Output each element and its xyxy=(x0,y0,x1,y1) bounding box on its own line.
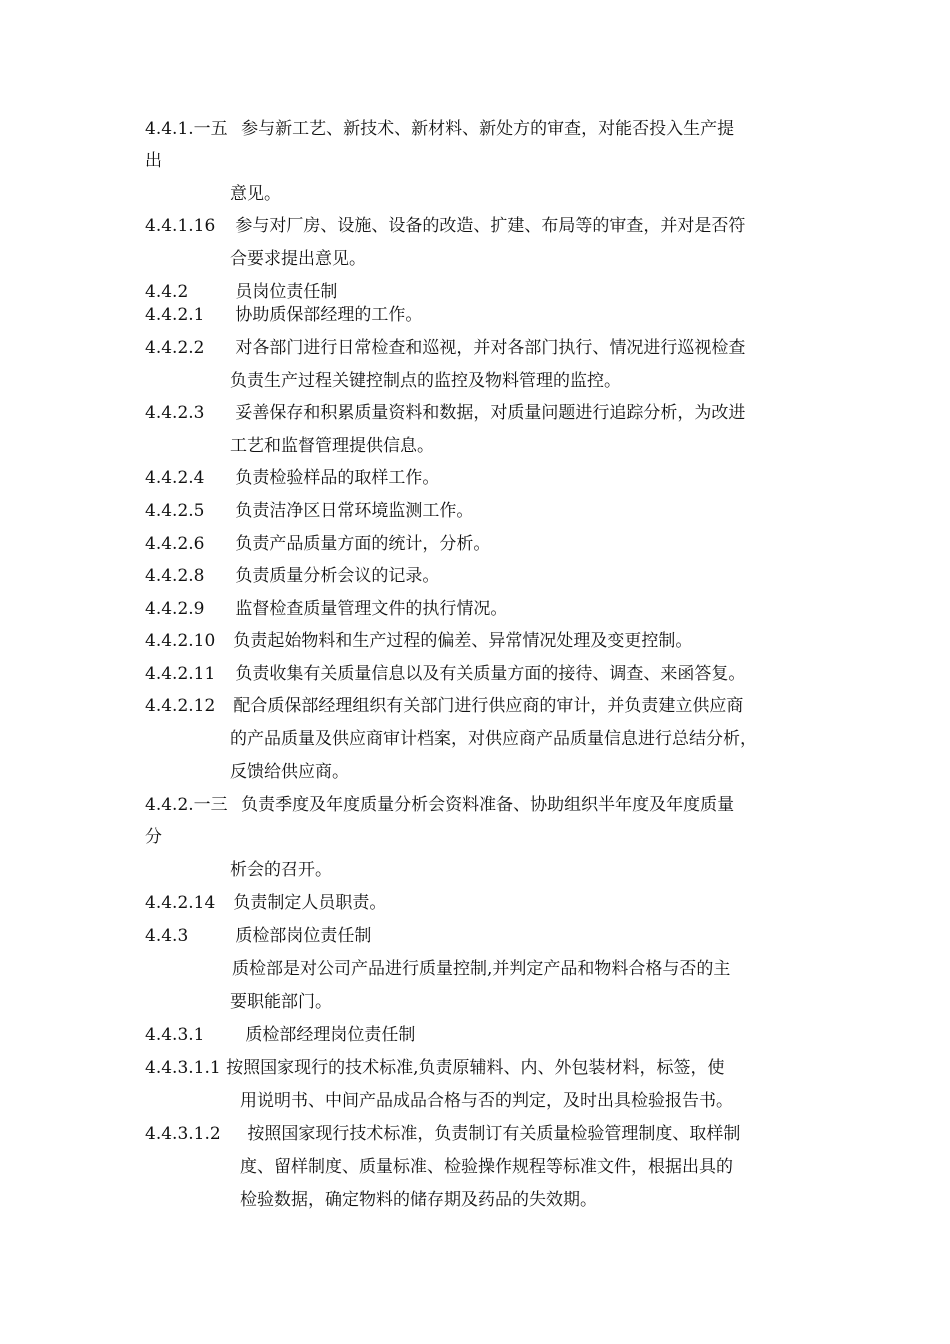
clause-text: 负责季度及年度质量分析会资料准备、协助组织半年度及年度质量 xyxy=(241,795,735,815)
clause-text: 意见。 xyxy=(230,184,281,204)
clause-number: 4.4.2.1 xyxy=(145,305,205,325)
text-line xyxy=(145,1057,725,1079)
text-line xyxy=(145,663,745,685)
clause-text: 质检部是对公司产品进行质量控制,并判定产品和物料合格与否的主 xyxy=(232,959,731,979)
clause-number: 4.4.2.5 xyxy=(145,501,205,521)
clause-text: 负责生产过程关键控制点的监控及物料管理的监控。 xyxy=(230,371,621,391)
clause-number: 4.4.2.8 xyxy=(145,566,205,586)
clause-text: 工艺和监督管理提供信息。 xyxy=(230,436,434,456)
clause-text: 协助质保部经理的工作。 xyxy=(235,305,423,325)
clause-text: 度、留样制度、质量标准、检验操作规程等标准文件，根据出具的 xyxy=(240,1157,733,1177)
section-heading: 质检部岗位责任制 xyxy=(235,926,372,946)
clause-number: 4.4.3.1.1 xyxy=(145,1058,221,1078)
clause-text: 负责检验样品的取样工作。 xyxy=(235,468,440,488)
text-line xyxy=(230,859,332,881)
clause-number: 4.4.2.11 xyxy=(145,664,216,684)
clause-text: 参与新工艺、新技术、新材料、新处方的审查，对能否投入生产提 xyxy=(241,119,735,139)
text-line xyxy=(145,695,743,717)
clause-text: 监督检查质量管理文件的执行情况。 xyxy=(235,599,508,619)
text-line xyxy=(230,183,281,205)
clause-text: 按照国家现行技术标准，负责制订有关质量检验管理制度、取样制 xyxy=(247,1124,741,1144)
clause-text: 负责质量分析会议的记录。 xyxy=(235,566,440,586)
text-line xyxy=(145,215,745,237)
section-heading: 质检部经理岗位责任制 xyxy=(245,1025,416,1045)
clause-text: 要职能部门。 xyxy=(230,992,332,1012)
text-line xyxy=(240,1156,733,1178)
clause-text: 出 xyxy=(145,151,162,171)
text-line xyxy=(230,435,434,457)
clause-number: 4.4.2 xyxy=(145,282,189,302)
text-line xyxy=(145,630,692,652)
clause-text: 妥善保存和积累质量资料和数据，对质量问题进行追踪分析，为改进 xyxy=(235,403,746,423)
clause-number: 4.4.2.6 xyxy=(145,534,205,554)
text-line xyxy=(230,248,366,270)
clause-text: 负责洁净区日常环境监测工作。 xyxy=(235,501,474,521)
clause-number: 4.4.2.3 xyxy=(145,403,205,423)
clause-number: 4.4.2.12 xyxy=(145,696,216,716)
text-line xyxy=(145,281,337,303)
clause-text: 检验数据，确定物料的储存期及药品的失效期。 xyxy=(240,1190,597,1210)
clause-text: 合要求提出意见。 xyxy=(230,249,366,269)
clause-text: 参与对厂房、设施、设备的改造、扩建、布局等的审查，并对是否符 xyxy=(235,216,746,236)
clause-number: 4.4.3.1.2 xyxy=(145,1124,221,1144)
clause-text: 负责产品质量方面的统计，分析。 xyxy=(235,534,491,554)
clause-text: 反馈给供应商。 xyxy=(230,762,349,782)
text-line xyxy=(145,304,422,326)
section-heading: 员岗位责任制 xyxy=(235,282,338,302)
clause-number: 4.4.2.10 xyxy=(145,631,216,651)
clause-number: 4.4.1.16 xyxy=(145,216,216,236)
text-line xyxy=(230,991,332,1013)
clause-text: 的产品质量及供应商审计档案，对供应商产品质量信息进行总结分析， xyxy=(230,729,757,749)
text-line xyxy=(230,761,349,783)
clause-text: 用说明书、中间产品成品合格与否的判定，及时出具检验报告书。 xyxy=(240,1091,733,1111)
clause-text: 分 xyxy=(145,827,162,847)
clause-text: 负责起始物料和生产过程的偏差、异常情况处理及变更控制。 xyxy=(233,631,693,651)
text-line xyxy=(145,826,162,848)
clause-text: 负责收集有关质量信息以及有关质量方面的接待、调查、来函答复。 xyxy=(235,664,746,684)
text-line xyxy=(145,598,507,620)
text-line xyxy=(230,370,621,392)
text-line xyxy=(145,925,371,947)
clause-number: 4.4.2.4 xyxy=(145,468,205,488)
text-line xyxy=(240,1090,733,1112)
text-line xyxy=(145,1123,740,1145)
text-line xyxy=(145,565,439,587)
text-line xyxy=(230,728,757,750)
text-line xyxy=(145,467,439,489)
text-line xyxy=(145,118,734,140)
clause-text: 负责制定人员职责。 xyxy=(233,893,387,913)
clause-number: 4.4.3.1 xyxy=(145,1025,205,1045)
clause-number: 4.4.3 xyxy=(145,926,189,946)
clause-text: 析会的召开。 xyxy=(230,860,332,880)
clause-number: 4.4.2.9 xyxy=(145,599,205,619)
clause-number: 4.4.1.一五 xyxy=(145,119,228,139)
text-line xyxy=(240,1189,597,1211)
clause-text: 按照国家现行的技术标准,负责原辅料、内、外包装材料，标签，使 xyxy=(226,1058,725,1078)
text-line xyxy=(232,958,730,980)
text-line xyxy=(145,337,745,359)
text-line xyxy=(145,1024,415,1046)
text-line xyxy=(145,794,734,816)
text-line xyxy=(145,500,473,522)
clause-number: 4.4.2.2 xyxy=(145,338,205,358)
clause-text: 对各部门进行日常检查和巡视，并对各部门执行、情况进行巡视检查 xyxy=(235,338,746,358)
clause-text: 配合质保部经理组织有关部门进行供应商的审计，并负责建立供应商 xyxy=(233,696,744,716)
text-line xyxy=(145,150,162,172)
clause-number: 4.4.2.14 xyxy=(145,893,216,913)
text-line xyxy=(145,533,490,555)
clause-number: 4.4.2.一三 xyxy=(145,795,228,815)
text-line xyxy=(145,402,745,424)
text-line xyxy=(145,892,386,914)
